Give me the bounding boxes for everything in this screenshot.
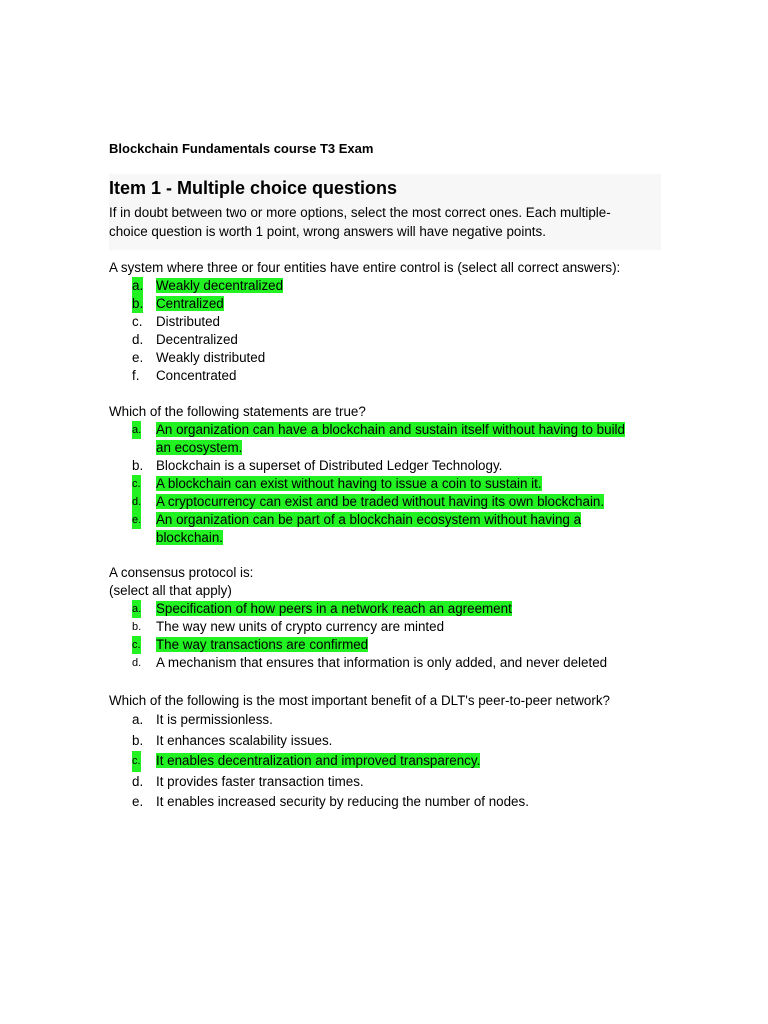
question-text: A system where three or four entities have entire control is (select all correct answers): <box>109 260 621 275</box>
option-text: Concentrated <box>156 368 237 383</box>
option-letter: c. <box>132 751 141 772</box>
option-list <box>109 600 669 672</box>
option-letter: f. <box>132 368 140 383</box>
option-text: Centralized <box>156 296 224 311</box>
option-item <box>109 511 669 547</box>
option-item <box>109 421 669 457</box>
question-1 <box>109 259 669 385</box>
option-text: A blockchain can exist without having to issue a coin to sustain it. <box>156 476 542 491</box>
option-text: A cryptocurrency can exist and be traded without having its own blockchain. <box>156 494 605 509</box>
intro-line: choice question is worth 1 point, wrong answers will have negative points. <box>109 223 546 239</box>
option-item <box>109 493 669 511</box>
option-text: Decentralized <box>156 332 238 347</box>
option-item <box>109 710 669 731</box>
option-text: Blockchain is a superset of Distributed Ledger Technology. <box>156 458 503 473</box>
option-letter: b. <box>132 296 144 311</box>
option-letter: b. <box>132 458 144 473</box>
option-item <box>109 751 669 772</box>
option-text: A mechanism that ensures that information is only added, and never deleted <box>156 655 608 670</box>
option-item <box>109 277 669 295</box>
option-text: It enables increased security by reducing the number of nodes. <box>156 794 529 809</box>
option-letter: d. <box>132 332 144 347</box>
option-text: It enhances scalability issues. <box>156 732 333 748</box>
option-letter: a. <box>132 421 141 439</box>
option-text: Distributed <box>156 314 221 329</box>
question-text: Which of the following statements are true? <box>109 404 366 419</box>
option-letter: c. <box>132 636 141 654</box>
question-4 <box>109 692 669 813</box>
option-letter: a. <box>132 712 144 727</box>
option-letter: a. <box>132 600 141 618</box>
option-letter: b. <box>132 621 142 633</box>
option-text: An organization can have a blockchain and sustain itself without having to build <box>156 422 625 437</box>
option-list <box>109 710 669 813</box>
option-letter: e. <box>132 350 144 365</box>
option-item <box>109 475 669 493</box>
option-item <box>109 772 669 793</box>
option-letter: e. <box>132 794 144 809</box>
section-intro <box>109 204 669 241</box>
option-text: It enables decentralization and improved transparency. <box>156 753 481 768</box>
option-text: Weakly decentralized <box>156 278 284 293</box>
option-letter: c. <box>132 314 143 329</box>
option-letter: c. <box>132 475 141 493</box>
option-item <box>109 792 669 813</box>
option-letter: d. <box>132 773 144 789</box>
option-text: The way transactions are confirmed <box>156 637 369 652</box>
option-letter: d. <box>132 657 142 669</box>
option-item <box>109 295 669 313</box>
option-letter: a. <box>132 278 144 293</box>
option-item <box>109 731 669 752</box>
option-item <box>109 618 669 636</box>
option-item <box>109 636 669 654</box>
option-item <box>109 457 669 475</box>
question-text: A consensus protocol is: <box>109 565 254 580</box>
option-item <box>109 654 669 672</box>
option-text: Weakly distributed <box>156 350 266 365</box>
option-item <box>109 313 669 331</box>
option-item <box>109 331 669 349</box>
option-list <box>109 421 669 547</box>
question-2 <box>109 403 669 547</box>
option-text: It is permissionless. <box>156 712 273 727</box>
option-item <box>109 349 669 367</box>
option-text: An organization can be part of a blockchain ecosystem without having a <box>156 512 582 527</box>
option-letter: d. <box>132 493 141 511</box>
option-item <box>109 367 669 385</box>
option-list <box>109 277 669 385</box>
option-letter: e. <box>132 511 141 529</box>
option-text: Specification of how peers in a network reach an agreement <box>156 601 512 616</box>
option-text: It provides faster transaction times. <box>156 773 364 789</box>
option-item <box>109 600 669 618</box>
question-subtext: (select all that apply) <box>109 583 232 598</box>
document-title: Blockchain Fundamentals course T3 Exam <box>109 141 374 156</box>
question-3 <box>109 564 669 672</box>
option-text-continued: an ecosystem. <box>156 440 243 455</box>
section-heading: Item 1 - Multiple choice questions <box>109 178 398 198</box>
intro-line: If in doubt between two or more options, select the most correct ones. Each multiple- <box>109 205 611 220</box>
option-text-continued: blockchain. <box>156 530 223 545</box>
option-letter: b. <box>132 732 144 748</box>
question-text: Which of the following is the most important benefit of a DLT's peer-to-peer network? <box>109 693 610 708</box>
option-text: The way new units of crypto currency are minted <box>156 619 445 634</box>
